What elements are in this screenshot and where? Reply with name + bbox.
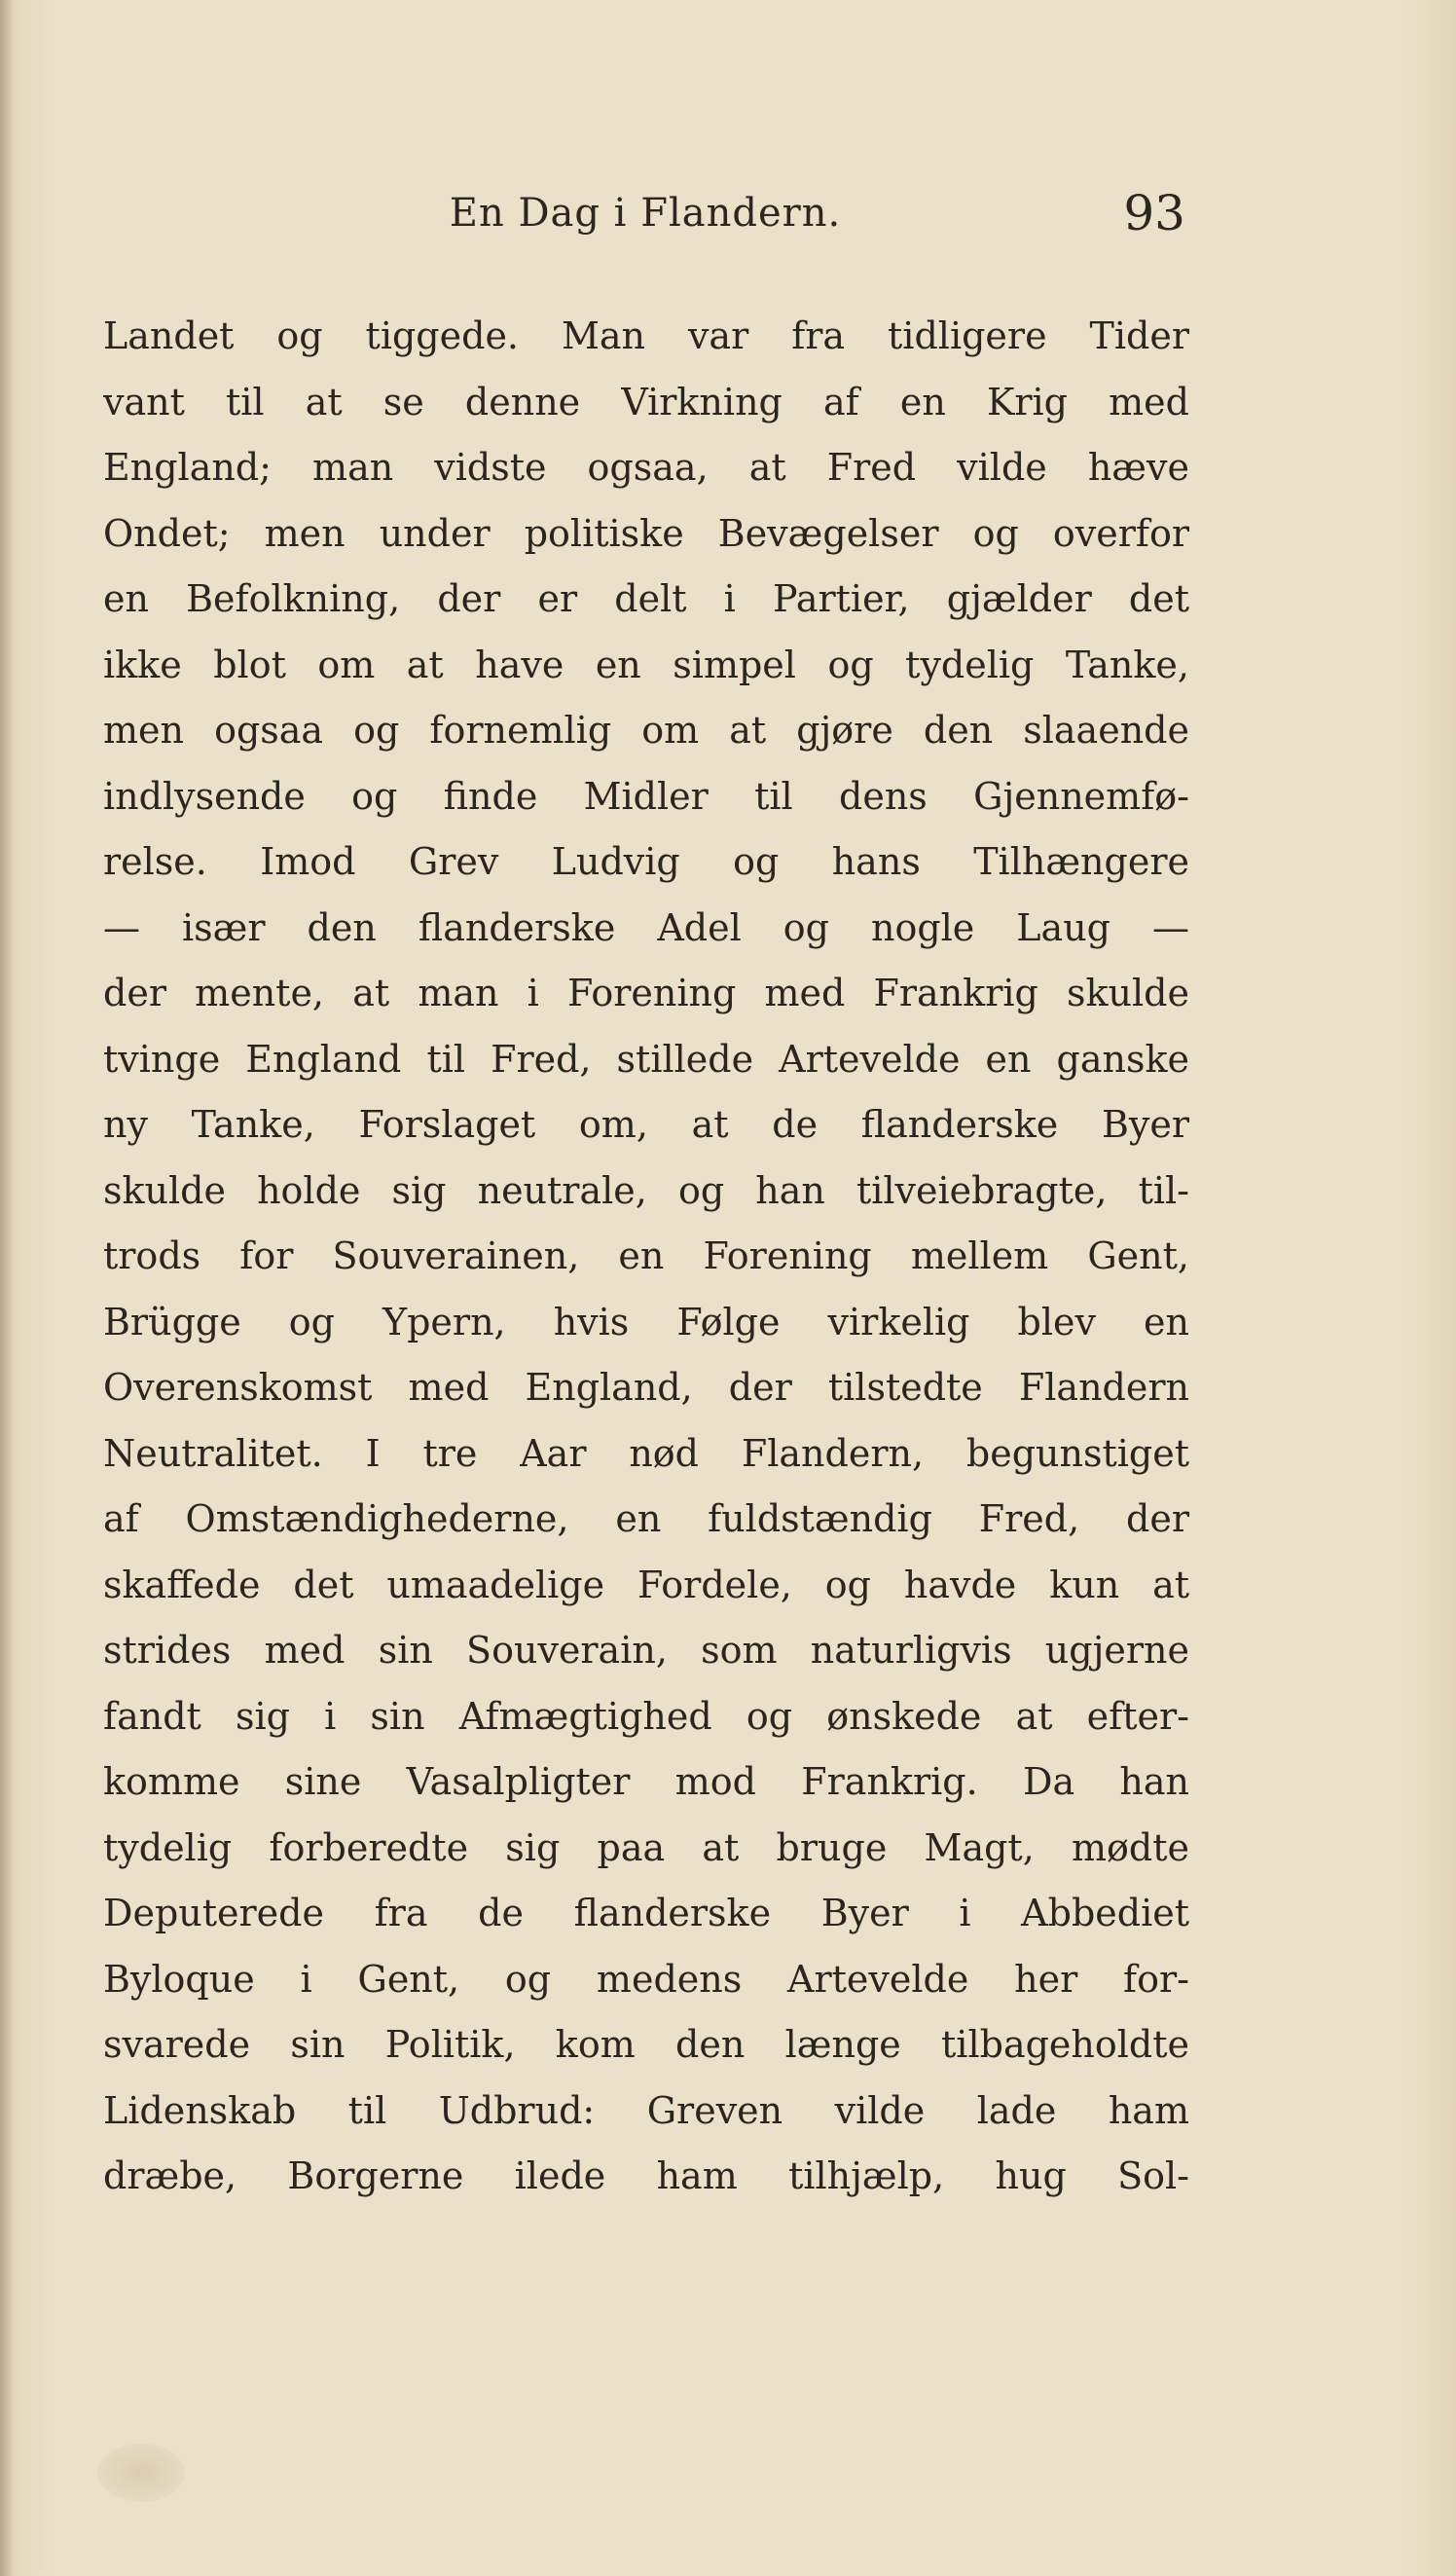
running-title: En Dag i Flandern. bbox=[449, 191, 842, 236]
text-line: af Omstændighederne, en fuldstændig Fred, der bbox=[103, 1497, 1189, 1540]
body-text bbox=[103, 304, 1189, 2210]
text-line: ikke blot om at have en simpel og tydelig Tanke, bbox=[103, 643, 1189, 686]
text-line: Landet og tiggede. Man var fra tidligere Tider bbox=[103, 314, 1189, 357]
text-line: tydelig forberedte sig paa at bruge Magt, mødte bbox=[103, 1825, 1189, 1869]
text-line: Ondet; men under politiske Bevægelser og overfor bbox=[103, 511, 1189, 555]
text-line: vant til at se denne Virkning af en Krig med bbox=[103, 380, 1189, 423]
text-line: trods for Souverainen, en Forening mellem Gent, bbox=[103, 1234, 1189, 1277]
text-line: tvinge England til Fred, stillede Artevelde en ganske bbox=[103, 1037, 1189, 1081]
text-line: Lidenskab til Udbrud: Greven vilde lade ham bbox=[103, 2088, 1189, 2132]
text-line: svarede sin Politik, kom den længe tilbageholdte bbox=[103, 2023, 1189, 2066]
text-line: England; man vidste ogsaa, at Fred vilde hæve bbox=[103, 446, 1189, 489]
text-line: fandt sig i sin Afmægtighed og ønskede at efter- bbox=[103, 1694, 1189, 1738]
text-line: komme sine Vasalpligter mod Frankrig. Da han bbox=[103, 1760, 1189, 1803]
page-edge-shadow bbox=[0, 0, 14, 2576]
text-line: Overenskomst med England, der tilstedte Flandern bbox=[103, 1366, 1189, 1409]
text-line: relse. Imod Grev Ludvig og hans Tilhængere bbox=[103, 840, 1189, 883]
text-line: Neutralitet. I tre Aar nød Flandern, begunstiget bbox=[103, 1431, 1189, 1475]
text-line: der mente, at man i Forening med Frankrig skulde bbox=[103, 972, 1189, 1014]
page-number: 93 bbox=[1123, 185, 1185, 241]
text-line: — især den flanderske Adel og nogle Laug — bbox=[103, 905, 1189, 949]
text-line: Deputerede fra de flanderske Byer i Abbediet bbox=[103, 1892, 1189, 1934]
text-line: dræbe, Borgerne ilede ham tilhjælp, hug Sol- bbox=[103, 2154, 1189, 2197]
text-line: Brügge og Ypern, hvis Følge virkelig blev en bbox=[103, 1300, 1189, 1343]
text-line: Byloque i Gent, og medens Artevelde her for- bbox=[103, 1957, 1189, 2001]
text-line: men ogsaa og fornemlig om at gjøre den slaaende bbox=[103, 709, 1189, 752]
text-line: ny Tanke, Forslaget om, at de flanderske Byer bbox=[103, 1103, 1189, 1146]
text-line: skaffede det umaadelige Fordele, og havde kun at bbox=[103, 1563, 1189, 1606]
text-line: skulde holde sig neutrale, og han tilveiebragte, til- bbox=[103, 1168, 1189, 1212]
page-header bbox=[105, 185, 1185, 253]
text-line: indlysende og finde Midler til dens Gjennemfø- bbox=[103, 774, 1189, 818]
text-line: en Befolkning, der er delt i Partier, gjælder det bbox=[103, 577, 1189, 620]
text-line: strides med sin Souverain, som naturligvis ugjerne bbox=[103, 1629, 1189, 1672]
paper-stain bbox=[97, 2444, 185, 2502]
